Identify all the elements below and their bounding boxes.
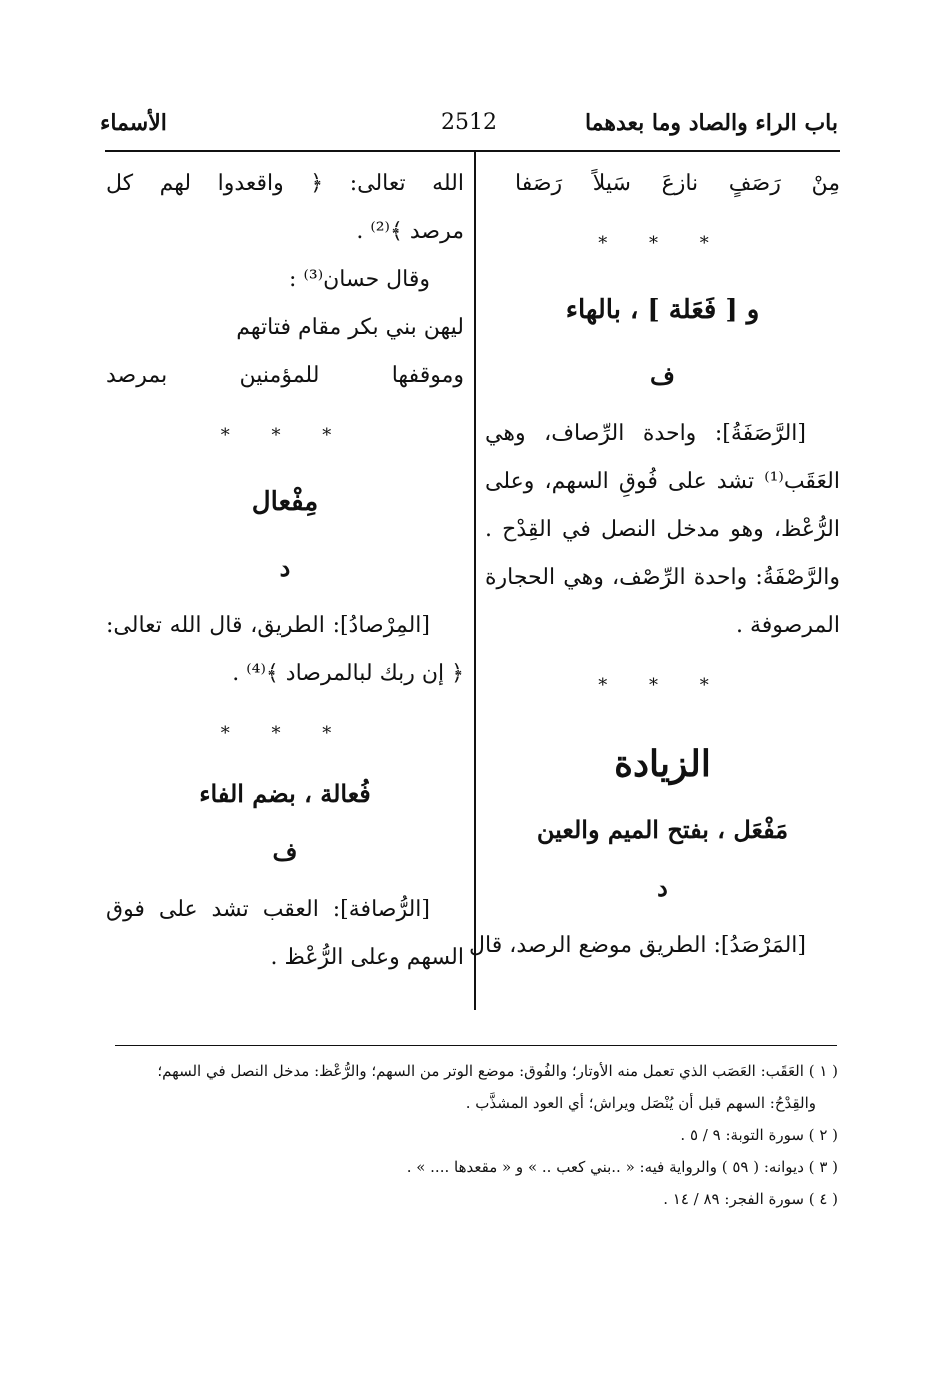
root-letter: ف [272, 837, 298, 866]
entry-line: والرَّصْفَةُ: واحدة الرِّصْف، وهي الحجارة [485, 565, 840, 590]
section-title: باب الراء والصاد وما بعدهما [584, 110, 838, 136]
entry-line: العَقَب⁽¹⁾ تشد على فُوقِ السهم، وعلى [485, 469, 840, 494]
footnote-4: ( ٤ ) سورة الفجر: ٨٩ / ١٤ . [663, 1190, 838, 1208]
entry-line: [الرَّصَفَةُ]: واحدة الرِّصاف، وهي [485, 421, 806, 446]
entry-line: الله تعالى: ﴿ واقعدوا لهم كل [106, 171, 464, 196]
root-letter: د [279, 553, 291, 582]
footnotes [108, 1055, 838, 1215]
entry-line: السهم وعلى الرُّعْظ . [270, 945, 464, 970]
root-letter: د [657, 873, 668, 902]
verse-line: مِنْ رَصَفٍ نازعَ سَيلاً رَصَفا [515, 171, 840, 196]
entry-line: المرصوفة . [735, 613, 840, 638]
section-separator: * * * [220, 723, 350, 744]
pattern-heading: مَفْعَل ، بفتح الميم والعين [536, 815, 789, 844]
entry-line: [المِرْصادُ]: الطريق، قال الله تعالى: [106, 613, 430, 638]
poem-line: وموقفها للمؤمنين بمرصد [106, 363, 464, 388]
entry-line: مرصد ﴾⁽²⁾ . [356, 219, 464, 244]
section-separator: * * * [598, 233, 727, 254]
pattern-heading: و [ فَعَلة ] ، بالهاء [565, 295, 760, 325]
entry-line: ﴿ إن ربك لبالمرصاد ﴾⁽⁴⁾ . [232, 661, 464, 686]
page-header [100, 100, 838, 144]
group-title: الأسماء [100, 110, 167, 136]
entry-line: وقال حسان⁽³⁾ : [289, 267, 430, 292]
section-separator: * * * [220, 425, 350, 446]
entry-line: [المَرْصَدُ]: الطريق موضع الرصد، قال [469, 933, 806, 958]
footnote-1-continued: والقِدْحُ: السهم قبل أن يُنْصَل ويراش؛ أي العود المشذَّب . [465, 1094, 816, 1112]
pattern-heading: فُعالة ، بضم الفاء [199, 779, 371, 808]
main-heading: الزيادة [614, 743, 711, 785]
column-divider [474, 152, 476, 1010]
left-column [106, 160, 464, 982]
page-number: 2512 [441, 110, 497, 135]
entry-line: [الرُّصافة]: العقب تشد على فوق [106, 897, 430, 922]
poem-line: ليهن بني بكر مقام فتاتهم [236, 315, 464, 340]
right-column [469, 160, 840, 970]
section-separator: * * * [598, 675, 727, 696]
footnote-2: ( ٢ ) سورة التوبة: ٩ / ٥ . [680, 1126, 838, 1144]
header-rule [105, 150, 840, 152]
footnote-3: ( ٣ ) ديوانه: ( ٥٩ ) والرواية فيه: « ..بني كعب .. » و « مقعدها .... » . [406, 1158, 838, 1176]
pattern-heading: مِفْعال [251, 487, 319, 517]
footnote-1: ( ١ ) العَقَب: العَصَب الذي تعمل منه الأوتار؛ والفُوق: موضع الوتر من السهم؛ والرُّعْظ: مدخل النصل في السهم؛ [157, 1062, 838, 1080]
footnote-rule [115, 1045, 837, 1046]
root-letter: ف [650, 361, 675, 390]
entry-line: الرُّعْظ، وهو مدخل النصل في القِدْح . [485, 517, 840, 542]
